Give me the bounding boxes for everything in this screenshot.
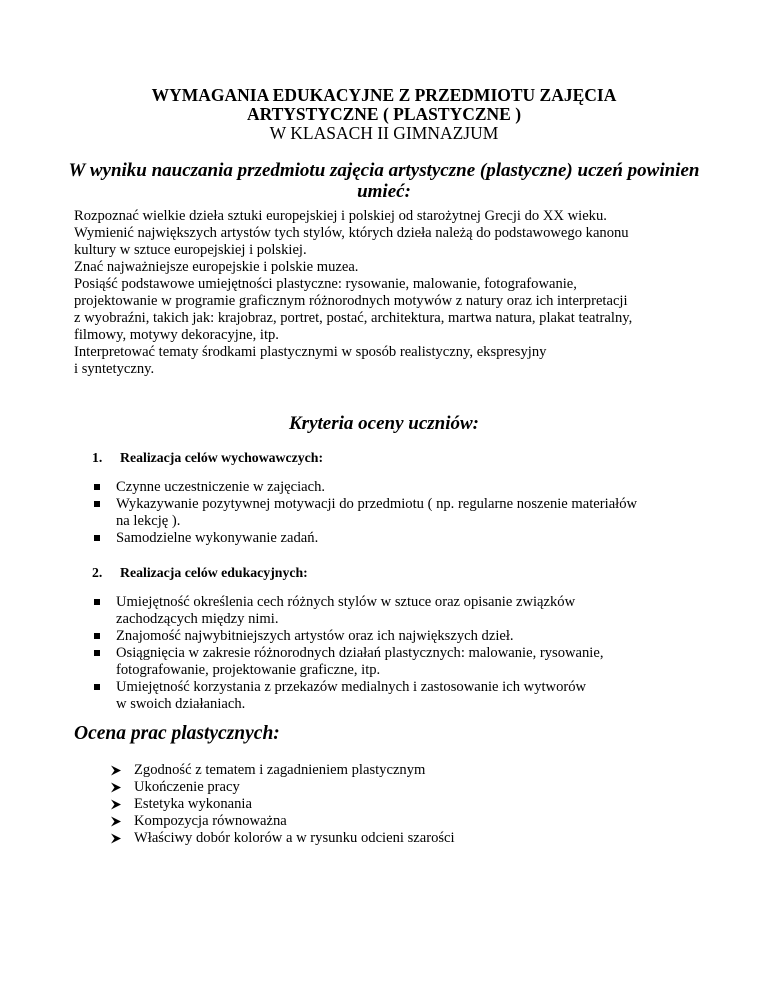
square-bullet-icon [94, 484, 100, 490]
section-heading-text: Realizacja celów edukacyjnych: [120, 565, 308, 580]
section-1-heading [92, 449, 323, 466]
square-bullet-icon [94, 599, 100, 605]
intro-line: Znać najważniejsze europejskie i polskie muzea. [74, 259, 359, 275]
square-bullet-icon [94, 684, 100, 690]
list-item-text: Znajomość najwybitniejszych artystów oraz ich największych dzieł. [116, 628, 514, 644]
section-heading-text: Realizacja celów wychowawczych: [120, 450, 324, 465]
list-item-text: Osiągnięcia w zakresie różnorodnych działań plastycznych: malowanie, rysowanie, [116, 645, 604, 661]
title-line: W KLASACH II GIMNAZJUM [269, 123, 499, 143]
list-item [92, 479, 692, 496]
arrow-bullet-icon [110, 816, 122, 827]
list-item [92, 530, 692, 547]
section-1-list [92, 479, 692, 547]
title-line: ARTYSTYCZNE ( PLASTYCZNE ) [246, 104, 522, 124]
list-item [92, 496, 692, 530]
ocena-heading: Ocena prac plastycznych: [74, 723, 280, 744]
intro-line: i syntetyczny. [74, 361, 155, 377]
section-number: 2. [92, 565, 103, 580]
list-item-text: na lekcję ). [116, 513, 181, 529]
list-item-text: fotografowanie, projektowanie graficzne, itp. [116, 662, 381, 678]
list-item [92, 594, 692, 628]
intro-line: Rozpoznać wielkie dzieła sztuki europejskiej i polskiej od starożytnej Grecji do XX wieku. [74, 208, 607, 224]
intro-paragraph [74, 208, 714, 378]
square-bullet-icon [94, 633, 100, 639]
list-item-text: Wykazywanie pozytywnej motywacji do przedmiotu ( np. regularne noszenie materiałów [116, 496, 638, 512]
list-item-text: Ukończenie pracy [134, 779, 240, 795]
title-line: WYMAGANIA EDUKACYJNE Z PRZEDMIOTU ZAJĘCIA [151, 85, 617, 105]
subtitle-line: W wyniku nauczania przedmiotu zajęcia artystyczne (plastyczne) uczeń powinien [68, 160, 700, 181]
list-item [110, 796, 455, 813]
list-item-text: Właściwy dobór kolorów a w rysunku odcieni szarości [134, 830, 455, 846]
list-item-text: Samodzielne wykonywanie zadań. [116, 530, 319, 546]
list-item-text: Czynne uczestniczenie w zajęciach. [116, 479, 326, 495]
square-bullet-icon [94, 501, 100, 507]
arrow-bullet-icon [110, 833, 122, 844]
list-item [92, 679, 692, 713]
criteria-heading: Kryteria oceny uczniów: [289, 413, 479, 434]
document-title [0, 86, 768, 143]
intro-line: Wymienić największych artystów tych stylów, których dzieła należą do podstawowego kanonu [74, 225, 629, 241]
list-item-text: w swoich działaniach. [116, 696, 246, 712]
list-item-text: Kompozycja równoważna [134, 813, 287, 829]
subtitle-line: umieć: [357, 181, 411, 202]
arrow-bullet-icon [110, 799, 122, 810]
section-2-list [92, 594, 692, 713]
list-item [92, 645, 692, 679]
list-item-text: Zgodność z tematem i zagadnieniem plastycznym [134, 762, 426, 778]
arrow-bullet-icon [110, 765, 122, 776]
section-2-heading [92, 564, 308, 581]
list-item [92, 628, 692, 645]
arrow-bullet-icon [110, 782, 122, 793]
square-bullet-icon [94, 650, 100, 656]
intro-line: Interpretować tematy środkami plastycznymi w sposób realistyczny, ekspresyjny [74, 344, 547, 360]
ocena-list [110, 762, 455, 847]
list-item-text: Umiejętność korzystania z przekazów medialnych i zastosowanie ich wytworów [116, 679, 587, 695]
list-item [110, 762, 455, 779]
document-subtitle [60, 160, 708, 202]
list-item [110, 813, 455, 830]
intro-line: Posiąść podstawowe umiejętności plastyczne: rysowanie, malowanie, fotografowanie, [74, 276, 577, 292]
list-item-text: Umiejętność określenia cech różnych stylów w sztuce oraz opisanie związków [116, 594, 576, 610]
intro-line: projektowanie w programie graficznym różnorodnych motywów z natury oraz ich interpretacji [74, 293, 628, 309]
list-item [110, 779, 455, 796]
section-number: 1. [92, 450, 103, 465]
square-bullet-icon [94, 535, 100, 541]
intro-line: filmowy, motywy dekoracyjne, itp. [74, 327, 279, 343]
intro-line: z wyobraźni, takich jak: krajobraz, portret, postać, architektura, martwa natura, plakat teatralny, [74, 310, 633, 326]
list-item [110, 830, 455, 847]
intro-line: kultury w sztuce europejskiej i polskiej. [74, 242, 307, 258]
list-item-text: Estetyka wykonania [134, 796, 252, 812]
list-item-text: zachodzących między nimi. [116, 611, 279, 627]
